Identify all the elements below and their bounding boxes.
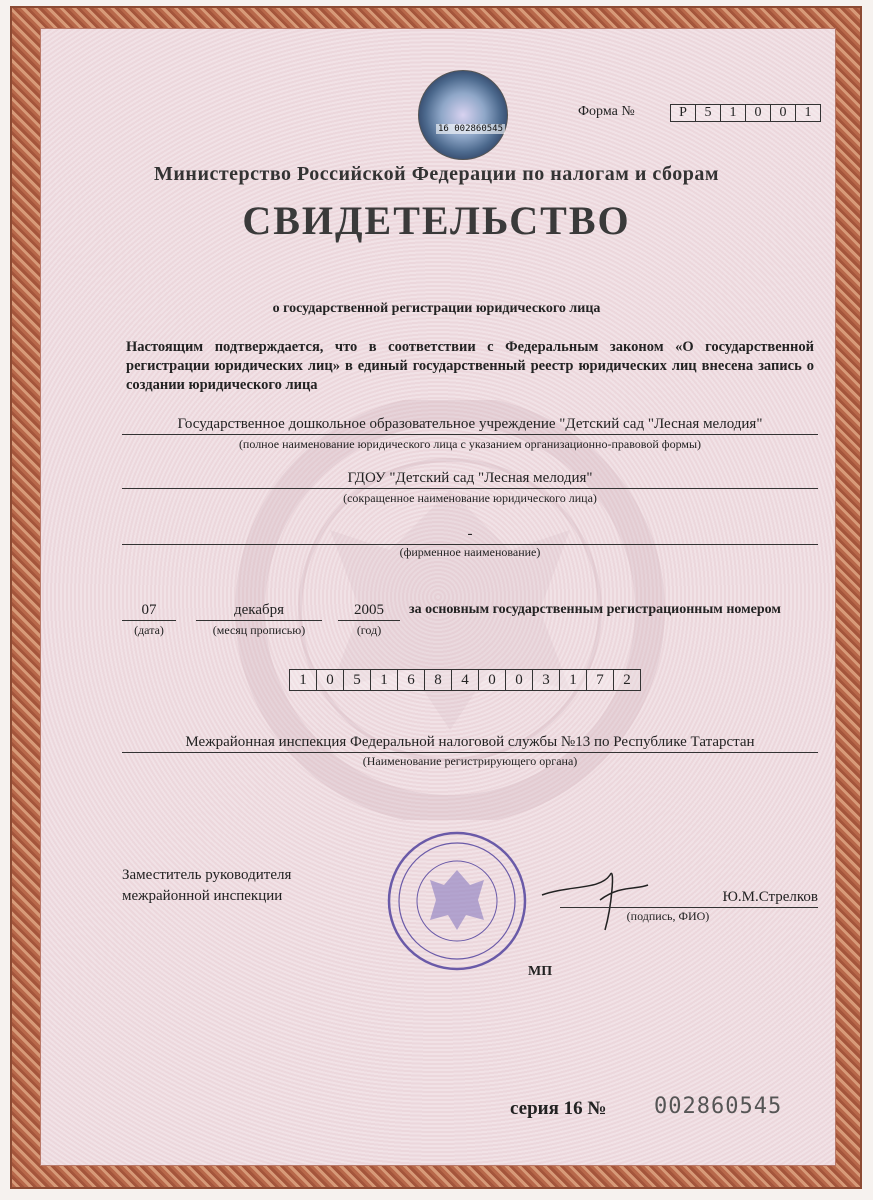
signer-line-2: межрайонной инспекции: [122, 888, 283, 904]
reg-number-digit: 0: [505, 669, 533, 691]
date-day: 07: [122, 600, 176, 621]
reg-number-digit: 1: [559, 669, 587, 691]
authority-field: Межрайонная инспекция Федеральной налоговой службы №13 по Республике Татарстан: [122, 732, 818, 753]
form-code-char: 1: [720, 104, 746, 122]
signer-position: [122, 865, 291, 907]
reg-number-digit: 8: [424, 669, 452, 691]
reg-number-digit: 4: [451, 669, 479, 691]
signer-caption: (подпись, ФИО): [626, 909, 710, 923]
form-code-char: 1: [795, 104, 821, 122]
reg-number-digit: 0: [478, 669, 506, 691]
date-day-caption: (дата): [134, 623, 164, 637]
reg-number-digit: 1: [370, 669, 398, 691]
hologram-number: 16 002860545: [438, 124, 504, 134]
form-code-char: 0: [745, 104, 771, 122]
full-name-field: Государственное дошкольное образовательное учреждение "Детский сад "Лесная мелодия": [122, 414, 818, 435]
authority-caption: (Наименование регистрирующего органа): [362, 754, 578, 768]
reg-number-digit: 1: [289, 669, 317, 691]
date-month-caption: (месяц прописью): [212, 623, 306, 637]
signer-name: Ю.М.Стрелков: [560, 887, 818, 908]
full-name-caption: (полное наименование юридического лица с указанием организационно-правовой формы): [238, 437, 702, 451]
ministry-name: Министерство Российской Федерации по налогам и сборам: [154, 163, 719, 185]
serial-number: 002860545: [654, 1094, 783, 1119]
reg-number-digit: 3: [532, 669, 560, 691]
confirmation-text: Настоящим подтверждается, что в соответствии с Федеральным законом «О государственной регистрации юридических лиц» в единый государственный реестр юридических лиц внесена запись о создании юридического лица: [126, 339, 814, 393]
reg-number-digit: 7: [586, 669, 614, 691]
reg-number-label: за основным государственным регистрационным номером: [409, 602, 781, 617]
date-month: декабря: [196, 600, 322, 621]
date-year-caption: (год): [356, 623, 382, 637]
short-name-field: ГДОУ "Детский сад "Лесная мелодия": [122, 468, 818, 489]
reg-number-digit: 0: [316, 669, 344, 691]
reg-number-digit: 2: [613, 669, 641, 691]
date-year: 2005: [338, 600, 400, 621]
form-code-char: 5: [695, 104, 721, 122]
document-title: СВИДЕТЕЛЬСТВО: [242, 198, 631, 243]
official-stamp: [386, 830, 528, 972]
hologram-seal: [418, 70, 508, 160]
form-code-char: Р: [670, 104, 696, 122]
reg-number: [289, 669, 640, 691]
reg-number-digit: 5: [343, 669, 371, 691]
form-code: [670, 104, 820, 122]
brand-name-caption: (фирменное наименование): [399, 545, 541, 559]
document-subtitle: о государственной регистрации юридического лица: [272, 301, 601, 316]
brand-name-field: -: [122, 524, 818, 545]
reg-number-digit: 6: [397, 669, 425, 691]
signer-line-1: Заместитель руководителя: [122, 867, 292, 883]
form-label: Форма №: [578, 104, 635, 119]
short-name-caption: (сокращенное наименование юридического лица): [343, 491, 597, 505]
mp-label: МП: [528, 964, 553, 979]
form-code-char: 0: [770, 104, 796, 122]
series-label: серия 16 №: [510, 1098, 607, 1119]
